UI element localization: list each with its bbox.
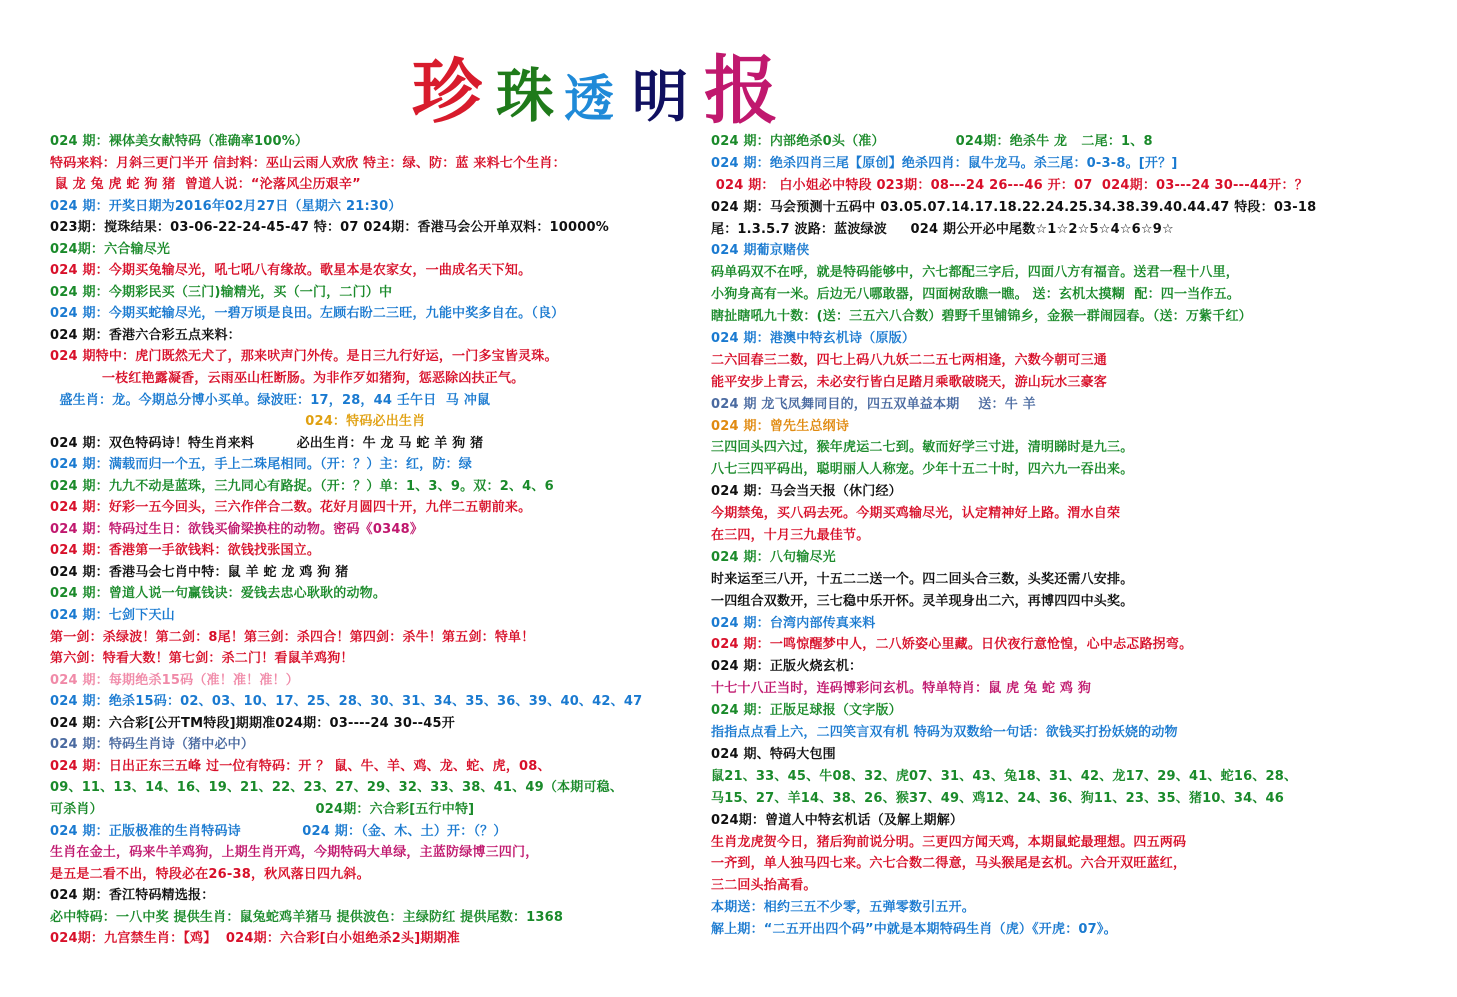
left-column-line: 09、11、13、14、16、19、21、22、23、27、29、32、33、38、41、49（本期可稳、 — [50, 780, 624, 796]
left-column-line: 特码来料：月斜三更门半开 信封料：巫山云雨人欢欣 特主：绿、防：蓝 来料七个生肖： — [50, 155, 566, 171]
right-column-line: 能平安步上青云，未必安行皆白足踏月乘歌破晓天，游山玩水三豪客 — [711, 374, 1108, 390]
title-char-1: 珍 — [412, 50, 482, 133]
left-column-line: 024 期：特码生肖诗（猪中必中） — [50, 737, 255, 753]
left-column-line: 024 期：九九不动是蓝珠，三九同心有路捉。（开：？）单：1、3、9。双：2、4、6 — [50, 478, 554, 494]
right-column-line: 本期送：相约三五不少零，五弹零数引五开。 — [711, 900, 976, 916]
left-column-line: 一枝红艳露凝香，云雨巫山枉断肠。为非作歹如猪狗，惩恶除凶扶正气。 — [50, 371, 525, 387]
left-column-line: 024 期：日出正东三五峰 过一位有特码：开 ？ 鼠、牛、羊、鸡、龙、蛇、虎，08、 — [50, 758, 551, 774]
right-column-line: 十七十八正当时，连码博彩问玄机。特单特肖：鼠 虎 兔 蛇 鸡 狗 — [711, 681, 1092, 697]
right-column-line: 指指点点看上六，二四笑言双有机 特码为双数给一句话：欲钱买打扮妖娆的动物 — [711, 725, 1178, 741]
left-column-line: 是五是二看不出，特段必在26-38，秋风落日四九斜。 — [50, 866, 370, 882]
left-column-line: 鼠 龙 兔 虎 蛇 狗 猪 曾道人说：“沦落风尘历艰辛” — [50, 177, 361, 193]
right-column-line: 024 期：正版火烧玄机： — [711, 659, 863, 675]
right-column-line: 解上期：“二五开出四个码”中就是本期特码生肖（虎）《开虎：07》。 — [711, 922, 1117, 938]
left-column-line: 024 期：香港六合彩五点来料： — [50, 327, 241, 343]
left-column-line: 024期：六合输尽光 — [50, 241, 171, 257]
right-column-line: 今期禁兔，买八码去死。今期买鸡输尽光，认定精神好上路。渭水自荣 — [711, 506, 1121, 522]
left-column-line: 可杀肖） 024期：六合彩[五行中特] — [50, 801, 475, 817]
left-column-line: 024 期：香江特码精选报： — [50, 888, 215, 904]
left-column-line: 024期：九宫禁生肖：【鸡】 024期：六合彩[白小姐绝杀2头]期期准 — [50, 931, 460, 947]
right-column-line: 生肖龙虎贺今日，猪后狗前说分明。三更四方闻天鸡，本期鼠蛇最理想。四五两码 — [711, 834, 1187, 850]
right-column-line: 024 期：正版足球报（文字版） — [711, 703, 902, 719]
title-char-4: 明 — [632, 64, 689, 130]
left-column-line: 第一剑：杀绿波！第二剑：8尾！第三剑：杀四合！第四剑：杀牛！第五剑：特单！ — [50, 629, 535, 645]
left-column-line: 024 期：开奖日期为2016年02月27日（星期六 21:30） — [50, 198, 402, 214]
left-column-line: 024 期：今期彩民买（三门)输精光，买（一门，二门）中 — [50, 284, 393, 300]
right-column — [711, 131, 1381, 941]
left-column-line: 生肖在金土，码来牛羊鸡狗，上期生肖开鸡，今期特码大单绿，主蓝防绿博三四门， — [50, 845, 539, 861]
right-column-line: 024 期：八句输尽光 — [711, 549, 836, 565]
title-char-2: 珠 — [496, 62, 555, 130]
right-column-line: 二六回春三二数，四七上码八九妖二二五七两相逢，六数今朝可三通 — [711, 352, 1108, 368]
right-column-line: 三二回头抬高看。 — [711, 878, 817, 894]
left-column-line: 024 期：裸体美女献特码（准确率100%） — [50, 134, 309, 149]
right-column-line: 024期：曾道人中特玄机话（及解上期解） — [711, 812, 964, 828]
left-column-line: 024 期：每期绝杀15码（准！准！准！） — [50, 672, 299, 688]
right-column-line: 024 期：马会当天报（休门经） — [711, 484, 902, 500]
right-column-line: 马15、27、羊14、38、26、猴37、49、鸡12、24、36、狗11、23、35、猪10、34、46 — [711, 790, 1285, 806]
left-column — [50, 131, 670, 950]
left-column-line: 024 期：七剑下天山 — [50, 608, 175, 624]
left-column-line: 024 期：好彩一五今回头，三六作伴合二数。花好月圆四十开，九伴二五朝前来。 — [50, 500, 532, 516]
right-column-line: 024 期：港澳中特玄机诗（原版） — [711, 331, 916, 347]
right-column-line: 瞎扯瞎吼九十数：(送：三五六八合数）碧野千里铺锦乡，金猴一群闹园春。（送：万紫千红） — [711, 309, 1252, 325]
right-column-line: 鼠21、33、45、牛08、32、虎07、31、43、兔18、31、42、龙17、29、41、蛇16、28、 — [711, 768, 1298, 784]
left-column-line: 第六剑：特看大数！第七剑：杀二门！看鼠羊鸡狗！ — [50, 651, 354, 667]
right-column-line: 一四组合双数开，三七稳中乐开怀。灵羊现身出二六，再博四四中头奖。 — [711, 593, 1134, 609]
left-column-line: 024 期：六合彩[公开TM特段]期期准024期：03----24 30--45开 — [50, 715, 455, 731]
right-column-line: 小狗身高有一米。后边无八哪敢器，四面树敌瞧一瞧。 送：玄机太摸糊 配：四一当作五。 — [711, 287, 1240, 303]
left-column-line: 盛生肖：龙。今期总分博小买单。绿波旺：17，28，44 壬午日 马 冲鼠 — [50, 392, 491, 408]
left-column-line: 024 期：香港马会七肖中特：鼠 羊 蛇 龙 鸡 狗 猪 — [50, 564, 349, 580]
left-column-line: 024 期：香港第一手欲钱料：欲钱找张国立。 — [50, 543, 321, 559]
left-column-line: 024 期：满载而归一个五，手上二珠尾相同。（开：？）主：红，防：绿 — [50, 457, 472, 473]
left-column-line: 024 期：双色特码诗！特生肖来料 必出生肖：牛 龙 马 蛇 羊 狗 猪 — [50, 435, 484, 451]
left-column-line: 024 期：正版极准的生肖特码诗 024 期：（金、木、土）开：（？） — [50, 823, 507, 839]
title-char-5: 报 — [704, 48, 779, 134]
right-column-line: 024 期葡京赌侠 — [711, 243, 810, 259]
right-column-line: 024 期、特码大包围 — [711, 746, 836, 762]
left-column-line: 024 期：特码过生日：欲钱买偷梁换柱的动物。密码《0348》 — [50, 521, 424, 537]
right-column-line: 024 期 龙飞凤舞同目的，四五双单益本期 送：牛 羊 — [711, 396, 1036, 412]
left-column-line: 024 期特中：虎门既然无犬了，那来吠声门外传。是日三九行好运，一门多宝皆灵珠。 — [50, 349, 558, 365]
right-column-line: 三四回头四六过，猴年虎运二七到。敏而好学三寸进，清明睇时是九三。 — [711, 440, 1134, 456]
right-column-line: 024 期： 白小姐必中特段 023期：08---24 26---46 开：07 024期：03---24 30---44开：？ — [711, 177, 1308, 193]
left-column-line: 024 期：今期买蛇输尽光，一碧万顷是良田。左顾右盼二三旺，九能中奖多自在。（良） — [50, 306, 565, 322]
right-column-line: 024 期：一鸣惊醒梦中人，二八娇姿心里藏。日伏夜行意怆惶，心中忐忑路拐弯。 — [711, 637, 1193, 653]
right-column-line: 时来运至三八开，十五二二送一个。四二回头合三数，头奖还需八安排。 — [711, 571, 1134, 587]
right-column-line: 024 期：曾先生总纲诗 — [711, 418, 850, 434]
right-column-line: 一齐到，单人独马四七来。六七合数二得意，马头猴尾是玄机。六合开双旺蓝红， — [711, 856, 1187, 872]
left-column-line: 024 期：今期买兔输尽光，吼七吼八有缘故。歌星本是农家女，一曲成名天下知。 — [50, 263, 532, 279]
right-column-line: 024 期：台湾内部传真来料 — [711, 615, 876, 631]
left-column-line: 024：特码必出生肖 — [50, 414, 426, 430]
right-column-line: 八七三四平码出，聪明丽人人称宠。少年十五二十时，四六九一吞出来。 — [711, 462, 1134, 478]
title-char-3: 透 — [564, 69, 615, 128]
right-column-line: 在三四，十月三九最佳节。 — [711, 528, 870, 544]
left-column-line: 024 期：绝杀15码：02、03、10、17、25、28、30、31、34、35、36、39、40、42、47 — [50, 694, 643, 710]
newspaper-title — [412, 32, 779, 134]
right-column-line: 024 期：绝杀四肖三尾【原创】绝杀四肖：鼠牛龙马。杀三尾：0-3-8。[开？] — [711, 155, 1178, 171]
right-column-line: 024 期：马会预测十五码中 03.05.07.14.17.18.22.24.25.34.38.39.40.44.47 特段：03-18 — [711, 199, 1317, 215]
left-column-line: 必中特码：一八中奖 提供生肖：鼠兔蛇鸡羊猪马 提供波色：主绿防红 提供尾数：1368 — [50, 909, 564, 925]
left-column-line: 023期：搅珠结果：03-06-22-24-45-47 特：07 024期：香港马会公开单双料：10000% — [50, 220, 609, 236]
left-column-line: 024 期：曾道人说一句赢钱诀：爱钱去忠心耿耿的动物。 — [50, 586, 387, 602]
right-column-line: 码单码双不在呼，就是特码能够中，六七都配三字后，四面八方有福音。送君一程十八里， — [711, 265, 1240, 281]
right-column-line: 024 期：内部绝杀0头（准） 024期：绝杀牛 龙 二尾：1、8 — [711, 134, 1153, 149]
right-column-line: 尾：1.3.5.7 波路：蓝波绿波 024 期公开必中尾数☆1☆2☆5☆4☆6☆9☆ — [711, 221, 1174, 237]
